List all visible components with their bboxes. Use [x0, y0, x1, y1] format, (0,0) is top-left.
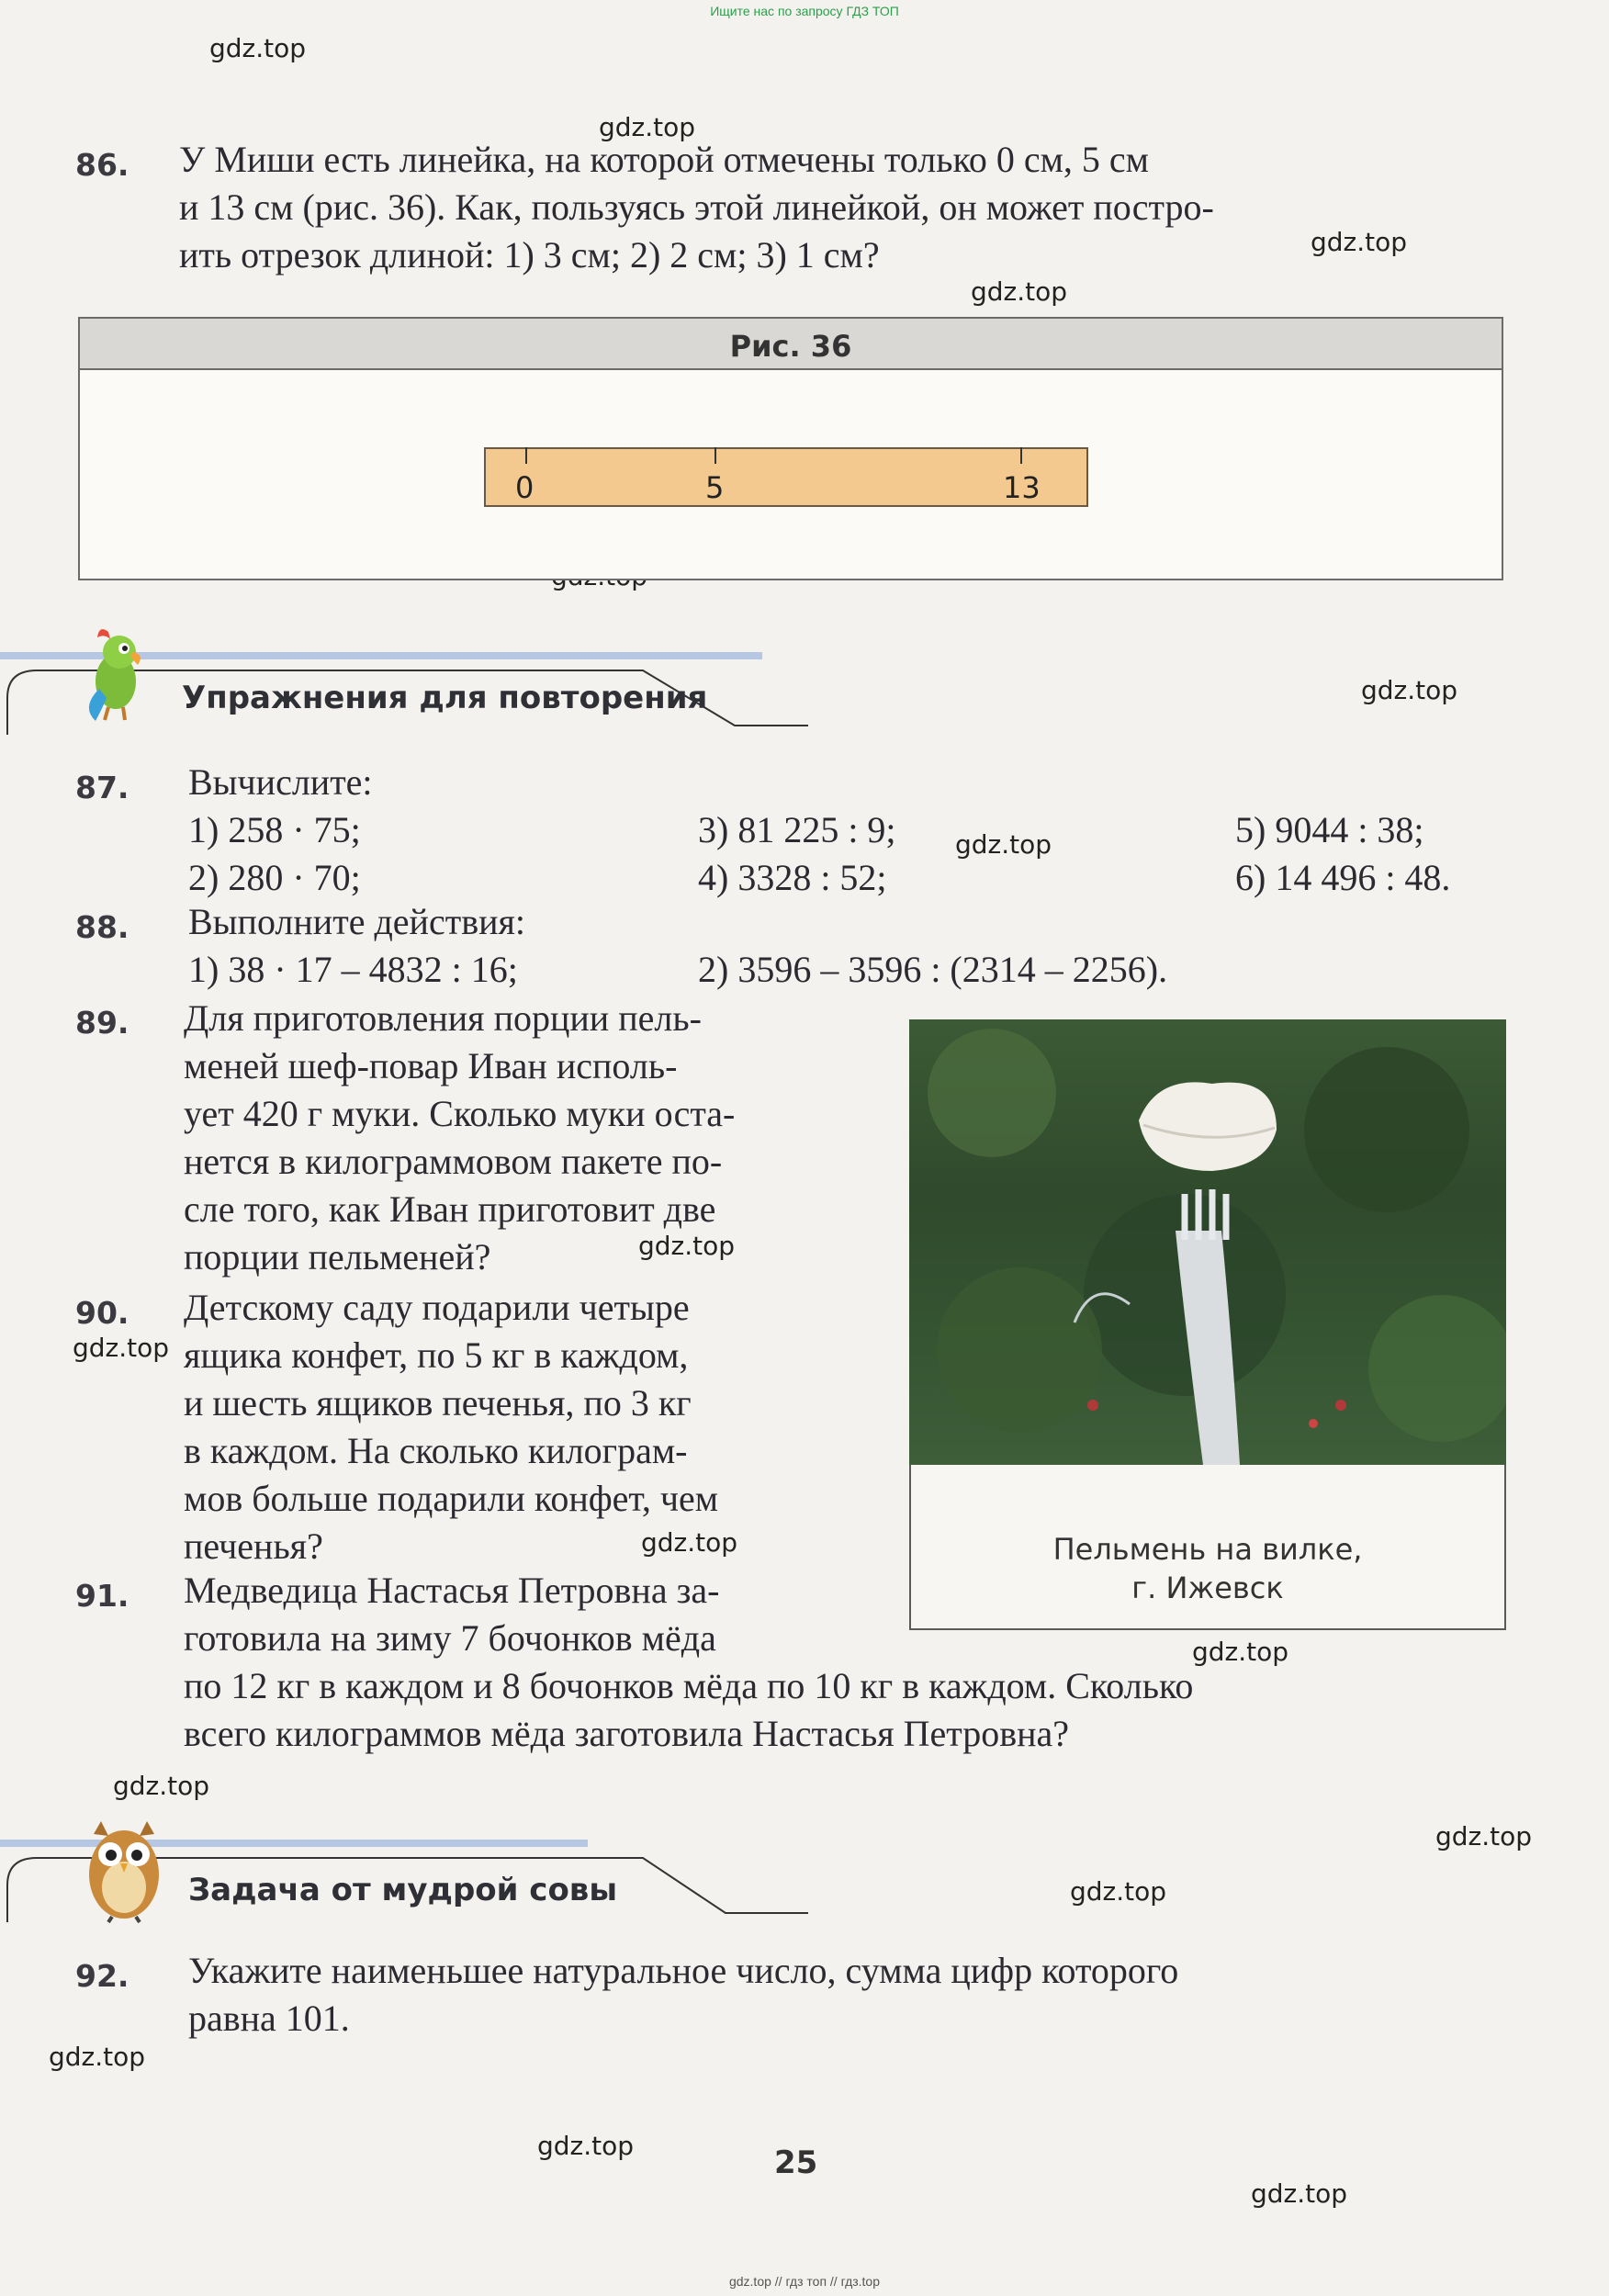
photo-caption-line1: Пельмень на вилке, [1052, 1532, 1363, 1567]
problem-92-line: равна 101. [188, 1998, 350, 2039]
parrot-icon [72, 625, 159, 726]
watermark: gdz.top [537, 2131, 635, 2161]
problem-86-line: и 13 см (рис. 36). Как, пользуясь этой линейкой, он может постро- [179, 186, 1214, 228]
problem-88-item: 1) 38 · 17 – 4832 : 16; [188, 949, 518, 990]
watermark: gdz.top [1192, 1637, 1289, 1667]
watermark: gdz.top [113, 1771, 210, 1801]
ruler-mark-5: 5 [705, 470, 725, 505]
top-banner: Ищите нас по запросу ГДЗ ТОП [710, 4, 899, 18]
problem-91-line: Медведица Настасья Петровна за- [184, 1570, 720, 1611]
problem-90-line: и шесть ящиков печенья, по 3 кг [184, 1382, 692, 1424]
section-title-owl: Задача от мудрой совы [188, 1872, 618, 1908]
ruler-tick [1020, 447, 1022, 464]
dumpling-fork-sculpture [909, 1019, 1506, 1465]
problem-87-prompt: Вычислите: [188, 761, 373, 803]
watermark: gdz.top [599, 112, 696, 142]
problem-number-90: 90. [75, 1295, 129, 1331]
watermark: gdz.top [209, 33, 307, 63]
page-number: 25 [774, 2144, 818, 2181]
figure-36-title: Рис. 36 [729, 329, 852, 364]
problem-87-item: 1) 258 · 75; [188, 809, 361, 850]
owl-icon [81, 1814, 168, 1924]
watermark: gdz.top [955, 829, 1052, 860]
watermark: gdz.top [73, 1333, 170, 1363]
problem-90-line: печенья? [184, 1525, 323, 1567]
problem-86-line: ить отрезок длиной: 1) 3 см; 2) 2 см; 3) 1 см? [179, 234, 880, 276]
problem-91-line: по 12 кг в каждом и 8 бочонков мёда по 10 кг в каждом. Сколько [184, 1665, 1194, 1706]
problem-87-item: 3) 81 225 : 9; [698, 809, 896, 850]
problem-number-89: 89. [75, 1005, 129, 1041]
problem-90-line: ящика конфет, по 5 кг в каждом, [184, 1334, 689, 1376]
problem-number-87: 87. [75, 770, 129, 805]
problem-90-line: в каждом. На сколько килограм- [184, 1430, 688, 1471]
problem-91-line: всего килограммов мёда заготовила Настасья Петровна? [184, 1713, 1070, 1754]
problem-90-line: Детскому саду подарили четыре [184, 1287, 690, 1328]
problem-87-item: 4) 3328 : 52; [698, 857, 887, 898]
problem-92-line: Укажите наименьшее натуральное число, сумма цифр которого [188, 1950, 1179, 1991]
ruler [484, 447, 1088, 507]
problem-89-line: нется в килограммовом пакете по- [184, 1141, 723, 1182]
watermark: gdz.top [1311, 227, 1408, 257]
problem-number-92: 92. [75, 1958, 129, 1994]
watermark: gdz.top [49, 2042, 146, 2072]
watermark: gdz.top [971, 276, 1068, 307]
problem-91-line: готовила на зиму 7 бочонков мёда [184, 1617, 716, 1659]
problem-number-86: 86. [75, 147, 129, 183]
problem-number-91: 91. [75, 1578, 129, 1614]
bottom-banner: gdz.top // гдз топ // гдз.top [728, 2274, 881, 2289]
problem-89-line: сле того, как Иван приготовит две [184, 1188, 716, 1230]
watermark: gdz.top [1361, 675, 1458, 705]
problem-88-item: 2) 3596 – 3596 : (2314 – 2256). [698, 949, 1168, 990]
problem-89-line: Для приготовления порции пель- [184, 997, 702, 1039]
photo-caption-line2: г. Ижевск [1131, 1570, 1284, 1605]
watermark: gdz.top [1435, 1821, 1533, 1851]
problem-86-line: У Миши есть линейка, на которой отмечены только 0 см, 5 см [179, 139, 1149, 180]
problem-89-line: меней шеф-повар Иван исполь- [184, 1045, 678, 1086]
watermark: gdz.top [1070, 1876, 1167, 1907]
problem-87-item: 2) 280 · 70; [188, 857, 361, 898]
watermark: gdz.top [641, 1527, 738, 1558]
problem-87-item: 6) 14 496 : 48. [1235, 857, 1451, 898]
problem-89-line: порции пельменей? [184, 1236, 491, 1277]
ruler-tick [525, 447, 527, 464]
problem-89-line: ует 420 г муки. Сколько муки оста- [184, 1093, 736, 1134]
photo-dumpling-on-fork [909, 1019, 1506, 1465]
watermark: gdz.top [638, 1231, 736, 1261]
problem-88-prompt: Выполните действия: [188, 901, 525, 942]
problem-90-line: мов больше подарили конфет, чем [184, 1478, 719, 1519]
ruler-mark-0: 0 [515, 470, 534, 505]
ruler-tick [714, 447, 716, 464]
ruler-mark-13: 13 [1003, 470, 1041, 505]
problem-87-item: 5) 9044 : 38; [1235, 809, 1424, 850]
section-title-review: Упражнения для повторения [182, 680, 708, 716]
watermark: gdz.top [1251, 2178, 1348, 2209]
problem-number-88: 88. [75, 909, 129, 945]
